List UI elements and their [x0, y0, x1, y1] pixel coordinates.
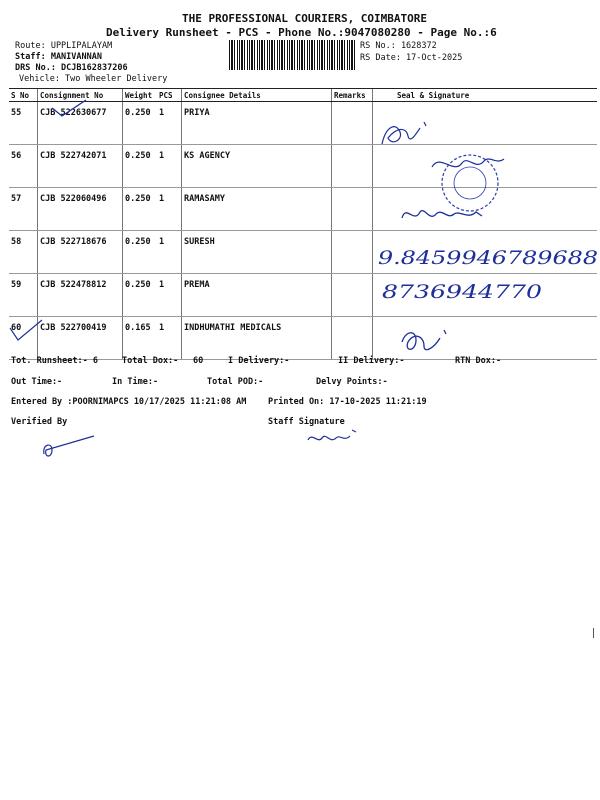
col-weight: Weight — [123, 89, 158, 102]
entered-by: Entered By :POORNIMAPCS 10/17/2025 11:21:08 AM — [11, 397, 247, 407]
cell-remarks — [332, 317, 373, 360]
cell-weight: 0.250 — [123, 145, 158, 188]
cell-weight: 0.250 — [123, 274, 158, 317]
cell-weight: 0.250 — [123, 102, 158, 145]
cell-sno: 60 — [9, 317, 38, 360]
ii-delivery: II Delivery:- — [338, 356, 405, 366]
checkmark-tick-icon — [50, 98, 90, 120]
table-row — [9, 102, 597, 145]
checkmark-row-60-icon — [8, 314, 48, 344]
delvy-points: Delvy Points:- — [316, 377, 388, 387]
cell-consignee: SURESH — [182, 231, 332, 274]
cell-remarks — [332, 188, 373, 231]
cell-pcs: 1 — [157, 231, 182, 274]
cell-sno: 55 — [9, 102, 38, 145]
edge-mark — [593, 628, 594, 638]
vehicle-label: Vehicle: Two Wheeler Delivery — [19, 74, 168, 84]
cell-remarks — [332, 145, 373, 188]
phone-note-2: 8736944770 — [382, 281, 542, 303]
cell-remarks — [332, 102, 373, 145]
rs-number: RS No.: 1628372 — [360, 41, 437, 51]
cell-remarks — [332, 274, 373, 317]
barcode — [229, 40, 355, 70]
route-label: Route: UPPLIPALAYAM — [15, 41, 113, 51]
total-pod: Total POD:- — [207, 377, 264, 387]
phone-note-1: 9.8459946789688 — [378, 247, 598, 269]
cell-consignment: CJB 522742071 — [38, 145, 123, 188]
cell-sno: 58 — [9, 231, 38, 274]
runsheet-table — [9, 88, 597, 360]
verified-by: Verified By — [11, 417, 68, 427]
cell-pcs: 1 — [157, 145, 182, 188]
company-name: THE PROFESSIONAL COURIERS, COIMBATORE — [182, 12, 428, 25]
cell-weight: 0.250 — [123, 231, 158, 274]
table-row — [9, 317, 597, 360]
drs-number: DRS No.: DCJB162837206 — [15, 63, 128, 73]
cell-sno: 57 — [9, 188, 38, 231]
col-consignee: Consignee Details — [182, 89, 332, 102]
col-sno: S No — [9, 89, 38, 102]
rtn-dox: RTN Dox:- — [455, 356, 502, 366]
verified-signature — [38, 432, 98, 462]
tot-runsheet: Tot. Runsheet:- 6 — [11, 356, 98, 366]
cell-consignee: KS AGENCY — [182, 145, 332, 188]
printed-on: Printed On: 17-10-2025 11:21:19 — [268, 397, 427, 407]
cell-consignment: CJB 522630677 — [38, 102, 123, 145]
cell-sno: 59 — [9, 274, 38, 317]
runsheet-title: Delivery Runsheet - PCS - Phone No.:9047080280 - Page No.:6 — [106, 26, 497, 39]
cell-consignee: PREMA — [182, 274, 332, 317]
in-time: In Time:- — [112, 377, 159, 387]
staff-signature-label: Staff Signature — [268, 417, 345, 427]
cell-consignee: PRIYA — [182, 102, 332, 145]
total-dox-value: 60 — [193, 356, 204, 366]
cell-consignee: INDHUMATHI MEDICALS — [182, 317, 332, 360]
total-dox-label: Total Dox:- — [122, 356, 179, 366]
cell-consignment: CJB 522060496 — [38, 188, 123, 231]
cell-remarks — [332, 231, 373, 274]
cell-weight: 0.165 — [123, 317, 158, 360]
col-consignment: Consignment No — [38, 89, 123, 102]
col-pcs: PCS — [157, 89, 182, 102]
cell-consignment: CJB 522700419 — [38, 317, 123, 360]
cell-consignee: RAMASAMY — [182, 188, 332, 231]
staff-label: Staff: MANIVANNAN — [15, 52, 102, 62]
cell-weight: 0.250 — [123, 188, 158, 231]
signature-row-60 — [398, 322, 458, 362]
cell-pcs: 1 — [157, 188, 182, 231]
handwritten-phone-note — [376, 238, 600, 306]
rs-date: RS Date: 17-Oct-2025 — [360, 53, 463, 63]
col-seal-signature: Seal & Signature — [373, 89, 598, 102]
i-delivery: I Delivery:- — [228, 356, 290, 366]
cell-sno: 56 — [9, 145, 38, 188]
cell-pcs: 1 — [157, 317, 182, 360]
signature-row-57 — [398, 200, 488, 230]
staff-signature — [304, 426, 364, 450]
out-time: Out Time:- — [11, 377, 63, 387]
cell-consignment: CJB 522478812 — [38, 274, 123, 317]
cell-pcs: 1 — [157, 102, 182, 145]
table-header-row — [9, 89, 597, 102]
cell-pcs: 1 — [157, 274, 182, 317]
col-remarks: Remarks — [332, 89, 373, 102]
cell-consignment: CJB 522718676 — [38, 231, 123, 274]
